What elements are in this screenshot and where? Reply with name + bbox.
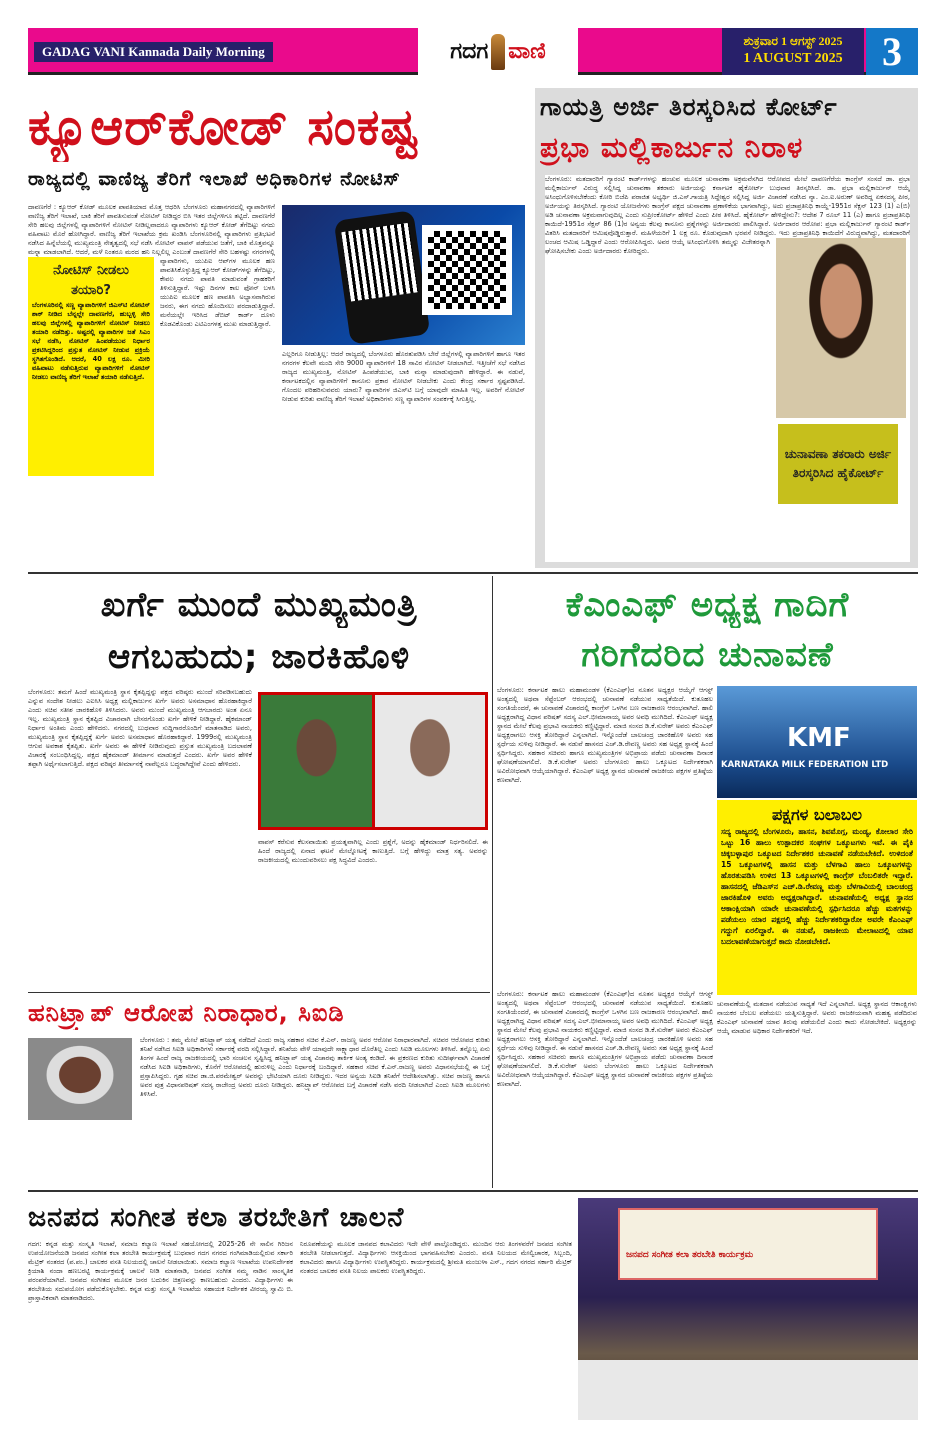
logo-figure-icon	[491, 34, 505, 70]
qr-subheadline: ರಾಜ್ಯದಲ್ಲಿ ವಾಣಿಜ್ಯ ತೆರಿಗೆ ಇಲಾಖೆ ಅಧಿಕಾರಿಗಳ ನೋಟಿಸ್	[28, 168, 401, 190]
paper-name: GADAG VANI Kannada Daily Morning	[34, 42, 273, 62]
kmf-sign-photo	[717, 686, 917, 798]
qr-headline: ಕ್ಯೂಆರ್‌ಕೋಡ್ ಸಂಕಷ್ಟ	[28, 98, 420, 156]
kmf-sidebox	[717, 800, 917, 995]
banner-text: ಜನಪದ ಸಂಗೀತ ಕಲಾ ತರಬೇತಿ ಕಾರ್ಯಕ್ರಮ	[626, 1250, 754, 1260]
kmf-body-lower: ಬೆಂಗಳೂರು: ಕರ್ನಾಟಕ ಹಾಲು ಮಹಾಮಂಡಳ (ಕೆಎಂಎಫ್)ದ ನೂತನ ಅಧ್ಯಕ್ಷರ ಆಯ್ಕೆಗೆ ಆಗಸ್ಟ್ ಅಂತ್ಯದಲ್ಲಿ ಅಥವಾ ಸೆಪ್ಟೆಂಬರ್ ಆರಂಭದಲ್ಲಿ ಚುನಾವಣೆ ನಡೆಯುವ ಸಾಧ್ಯತೆಯಿದೆ. ಕುತೂಹಲ ಸಂಗತಿಯೆಂದರೆ, ಈ ಚುನಾವಣೆ ವಿಚಾರದಲ್ಲಿ ಕಾಂಗ್ರೆಸ್ ಒಳಗಿನ ಬಣ ರಾಜಕಾರಣ ಆರಂಭವಾಗಿದೆ. ಹಾಲಿ ಅಧ್ಯಕ್ಷರಾಗಿದ್ದ ವಿಧಾನ ಪರಿಷತ್ ಸದಸ್ಯ ಎಲ್.ಭೀಮಾನಾಯ್ಕ ಅವರ ಅವಧಿ ಮುಗಿದಿದೆ. ಕೆಎಂಎಫ್ ಅಧ್ಯಕ್ಷ ಸ್ಥಾನದ ಮೇಲೆ ಕೆಲವು ಪ್ರಭಾವಿ ನಾಯಕರು ಕಣ್ಣಿಟ್ಟಿದ್ದಾರೆ. ಮಾಜಿ ಸಂಸದ ಡಿ.ಕೆ.ಸುರೇಶ್ ಅವರು ಕೆಎಂಎಫ್ ಅಧ್ಯಕ್ಷರಾಗಲು ಆಸಕ್ತಿ ತೋರಿದ್ದಾರೆ ಎನ್ನಲಾಗಿದೆ. ಇನ್ನೊಂದೆಡೆ ಬಾಲಚಂದ್ರ ಜಾರಕಿಹೊಳಿ ಅವರು ಸಹ ಸ್ಪರ್ಧೆಯ ಸುಳಿವು ನೀಡಿದ್ದಾರೆ. ಈ ನಡುವೆ ಹಾಸನದ ಎಚ್.ಡಿ.ರೇವಣ್ಣ ಅವರು ಸಹ ಅಧ್ಯಕ್ಷ ಸ್ಥಾನಕ್ಕೆ ಹಿಂದೆ ಸ್ಪರ್ಧಿಸಿದ್ದರು. ಸಹಕಾರ ಸಚಿವರು ಹಾಗೂ ಮುಖ್ಯಮಂತ್ರಿಗಳ ಅಭಿಪ್ರಾಯ ಪಡೆದು ಚುನಾವಣಾ ದಿನಾಂಕ ಘೋಷಣೆಯಾಗಲಿದೆ. ಡಿ.ಕೆ.ಸುರೇಶ್ ಅವರು ಬೆಂಗಳೂರು ಹಾಲು ಒಕ್ಕೂಟದ ನಿರ್ದೇಶಕರಾಗಿ ಅವಿರೋಧವಾಗಿ ಆಯ್ಕೆಯಾಗಿದ್ದಾರೆ. ಕೆಎಂಎಫ್ ಅಧ್ಯಕ್ಷ ಸ್ಥಾನದ ಚುನಾವಣೆ ರಾಜಕೀಯ ಪಕ್ಷಗಳ ಪ್ರತಿಷ್ಠೆಯ ಕಣವಾಗಿದೆ.	[497, 990, 713, 1088]
honeytrap-headline: ಹನಿಟ್ರ್ಯಾಪ್ ಆರೋಪ ನಿರಾಧಾರ, ಸಿಐಡಿ	[28, 999, 345, 1027]
kmf-headline-line1: ಕೆಎಂಎಫ್ ಅಧ್ಯಕ್ಷ ಗಾದಿಗೆ	[565, 585, 850, 625]
date-english: 1 AUGUST 2025	[743, 51, 843, 66]
kmf-sign-text: KMF	[787, 723, 851, 753]
kmf-headline-line2: ಗರಿಗೆದರಿದ ಚುನಾವಣೆ	[581, 635, 834, 675]
court-headline-top: ಗಾಯತ್ರಿ ಅರ್ಜಿ ತಿರಸ್ಕರಿಸಿದ ಕೋರ್ಟ್	[540, 93, 838, 121]
page-number: 3	[866, 28, 918, 75]
kharge-body: ಬೆಂಗಳೂರು: ತಮಗೆ ಹಿಂದೆ ಮುಖ್ಯಮಂತ್ರಿ ಸ್ಥಾನ ಕೈತಪ್ಪಿದ್ದನ್ನು ಪಕ್ಷದ ವರಿಷ್ಠರು ಮುಂದೆ ಸರಿಪಡಿಸಬಹುದು ಎನ್ನುವ ಸಂದೇಶ ನೀಡಲು ಎಐಸಿಸಿ ಅಧ್ಯಕ್ಷ ಮಲ್ಲಿಕಾರ್ಜುನ ಖರ್ಗೆ ಅವರು ಅಸಮಾಧಾನ ಹೊರಹಾಕಿದ್ದಾರೆ ಎಂದು ಸಚಿವ ಸತೀಶ ಜಾರಕಿಹೊಳಿ ತಿಳಿಸಿದರು. ಅವರು ಮುಂದೆ ಮುಖ್ಯಮಂತ್ರಿ ಆಗಬಾರದು ಅಂತ ಏನೂ ಇಲ್ಲ. ಮುಖ್ಯಮಂತ್ರಿ ಸ್ಥಾನ ಕೈತಪ್ಪಿದ ವಿಚಾರವಾಗಿ ಬೇಸರಗೊಂಡು ಖರ್ಗೆ ಹೇಳಿಕೆ ನೀಡಿದ್ದಾರೆ. ಹೈಕಮಾಂಡ್ ನಿರ್ಧಾರ ಅಂತಿಮ ಎಂದು ಹೇಳಿದರು. ನಗರದಲ್ಲಿ ಬುಧವಾರ ಸುದ್ದಿಗಾರರೊಂದಿಗೆ ಮಾತನಾಡಿದ ಅವರು, ಮುಖ್ಯಮಂತ್ರಿ ಸ್ಥಾನ ಕೈತಪ್ಪಿದ್ದಕ್ಕೆ ಖರ್ಗೆ ಅವರು ಅಸಮಾಧಾನ ಹೊರಹಾಕಿದ್ದಾರೆ. 1999ರಲ್ಲಿ ಮುಖ್ಯಮಂತ್ರಿ ಆಗುವ ಅವಕಾಶ ಕೈತಪ್ಪಿತು. ಖರ್ಗೆ ಅವರು ಈ ಹೇಳಿಕೆ ನೀಡಿರುವುದು ಪ್ರಸ್ತುತ ಮುಖ್ಯಮಂತ್ರಿ ಬದಲಾವಣೆ ವಿಚಾರಕ್ಕೆ ಸಂಬಂಧಿಸಿದ್ದಲ್ಲ. ಪಕ್ಷದ ಹೈಕಮಾಂಡ್ ತೀರ್ಮಾನ ಮಾಡುತ್ತದೆ ಎಂದರು. ಖರ್ಗೆ ಅವರ ಹೇಳಿಕೆ ತಪ್ಪಾಗಿ ಅರ್ಥೈಸಲಾಗುತ್ತಿದೆ. ಪಕ್ಷದ ವರಿಷ್ಠರ ತೀರ್ಮಾನಕ್ಕೆ ನಾವೆಲ್ಲರೂ ಬದ್ಧರಾಗಿದ್ದೇವೆ ಎಂದು ಹೇಳಿದರು.	[28, 688, 252, 768]
kmf-body-continued: ಚುನಾವಣೆಯಲ್ಲಿ ಮತದಾನ ನಡೆಯುವ ಸಾಧ್ಯತೆ ಇದೆ ಎನ್ನಲಾಗಿದೆ. ಅಧ್ಯಕ್ಷ ಸ್ಥಾನದ ಆಕಾಂಕ್ಷಿಗಳು ನಾಯಕರ ಬೆಂಬಲ ಪಡೆಯಲು ಯತ್ನಿಸುತ್ತಿದ್ದಾರೆ. ಅವರು ರಾಜಕೀಯವಾಗಿ ಮಹತ್ವ ಪಡೆದಿರುವ ಕೆಎಂಎಫ್ ಚುನಾವಣೆ ಯಾವ ತಿರುವು ಪಡೆಯಲಿದೆ ಎಂದು ಕಾದು ನೋಡಬೇಕಿದೆ. ಅಧ್ಯಕ್ಷರನ್ನು ಆಯ್ಕೆ ಮಾಡುವ ಅಧಿಕಾರ ನಿರ್ದೇಶಕರಿಗೆ ಇದೆ.	[717, 1000, 917, 1035]
court-headline-main: ಪ್ರಭಾ ಮಲ್ಲಿಕಾರ್ಜುನ ನಿರಾಳ	[540, 131, 804, 164]
honeytrap-body: ಬೆಂಗಳೂರು : ತಮ್ಮ ಮೇಲೆ ಹನಿಟ್ರ್ಯಾಪ್ ಯತ್ನ ನಡೆದಿದೆ ಎಂದು ರಾಜ್ಯ ಸಹಕಾರ ಸಚಿವ ಕೆ.ಎನ್. ರಾಜಣ್ಣ ಅವರ ಆರೋಪ ನಿರಾಧಾರವಾಗಿದೆ. ಸಚಿವರ ಆರೋಪದ ಕುರಿತು ತನಿಖೆ ನಡೆಸಿದ ಸಿಐಡಿ ಅಧಿಕಾರಿಗಳು ಸರ್ಕಾರಕ್ಕೆ ವರದಿ ಸಲ್ಲಿಸಿದ್ದಾರೆ. ತನಿಖೆಯ ವೇಳೆ ಯಾವುದೇ ಸಾಕ್ಷ್ಯಾಧಾರ ದೊರೆತಿಲ್ಲ ಎಂದು ಸಿಐಡಿ ಮೂಲಗಳು ತಿಳಿಸಿವೆ. ತನ್ನೊಬ್ಬ ಏನು ತಿಂಗಳ ಹಿಂದೆ ರಾಜ್ಯ ರಾಜಕೀಯದಲ್ಲಿ ಭಾರಿ ಸಂಚಲನ ಸೃಷ್ಟಿಸಿದ್ದ ಹನಿಟ್ರ್ಯಾಪ್ ಯತ್ನ ವಿಚಾರವು ತಾರ್ಕಿಕ ಅಂತ್ಯ ಕಂಡಿದೆ. ಈ ಪ್ರಕರಣದ ಕುರಿತು ಸುದೀರ್ಘವಾಗಿ ವಿಚಾರಣೆ ನಡೆಸಿದ ಸಿಐಡಿ ಅಧಿಕಾರಿಗಳು, ಕೊನೆಗೆ ಆರೋಪದಲ್ಲಿ ಹುರುಳಿಲ್ಲ ಎಂದು ನಿರ್ಧಾರಕ್ಕೆ ಬಂದಿದ್ದಾರೆ. ಸಹಕಾರ ಸಚಿವ ಕೆ.ಎನ್.ರಾಜಣ್ಣ ಅವರು ವಿಧಾನಸಭೆಯಲ್ಲಿ ಈ ಬಗ್ಗೆ ಪ್ರಸ್ತಾಪಿಸಿದ್ದರು. ಗೃಹ ಸಚಿವ ಡಾ.ಜಿ.ಪರಮೇಶ್ವರ್ ಅವರನ್ನು ಭೇಟಿಯಾಗಿ ದೂರು ನೀಡಿದ್ದರು. ಇದರ ಅನ್ವಯ ಸಿಐಡಿ ತನಿಖೆಗೆ ಆದೇಶಿಸಲಾಗಿತ್ತು. ಸಚಿವ ರಾಜಣ್ಣ ಹಾಗೂ ಅವರ ಪುತ್ರ ವಿಧಾನಪರಿಷತ್ ಸದಸ್ಯ ರಾಜೇಂದ್ರ ಅವರು ದೂರು ನೀಡಿದ್ದರು. ಹನಿಟ್ರ್ಯಾಪ್ ಆರೋಪದ ಬಗ್ಗೆ ವಿಚಾರಣೆ ನಡೆಸಿ ವರದಿ ನೀಡಲಾಗಿದೆ ಎಂದು ಸಿಐಡಿ ಮೂಲಗಳು ತಿಳಿಸಿವೆ.	[140, 1036, 490, 1098]
paper-logo	[418, 28, 578, 75]
qr-code-icon	[422, 225, 512, 315]
court-figure	[776, 238, 910, 506]
qr-sidebox-body: ಬೆಂಗಳೂರಿನಲ್ಲಿ ಸಣ್ಣ ವ್ಯಾಪಾರಿಗಳಿಗೆ ಜಿಎಸ್‌ಟಿ ನೋಟಿಸ್ ಶಾಕ್ ನೀಡಿದ ಬೆನ್ನಲ್ಲೇ ದಾವಣಗೆರೆ, ಹುಬ್ಬಳ್ಳಿ ಸೇರಿ ಹಲವು ಜಿಲ್ಲೆಗಳಲ್ಲಿ ವ್ಯಾಪಾರಿಗಳಿಗೆ ನೋಟಿಸ್ ನೀಡಲು ತಯಾರಿ ನಡೆದಿತ್ತು. ಅಷ್ಟರಲ್ಲಿ ವ್ಯಾಪಾರಿಗಳ ಜತೆ ಸಿಎಂ ಸಭೆ ನಡೆಸಿ, ನೋಟಿಸ್ ಹಿಂಪಡೆಯುವ ನಿರ್ಧಾರ ಪ್ರಕಟಿಸಿದ್ದರಿಂದ ಪ್ರಸ್ತುತ ನೋಟಿಸ್ ನೀಡುವ ಪ್ರಕ್ರಿಯೆ ಸ್ಥಗಿತಗೊಂಡಿದೆ. ಆದರೆ, 40 ಲಕ್ಷ ರೂ. ಮೀರಿ ವಹಿವಾಟು ನಡೆಸುತ್ತಿರುವ ವ್ಯಾಪಾರಿಗಳಿಗೆ ನೋಟಿಸ್ ನೀಡಲು ವಾಣಿಜ್ಯ ತೆರಿಗೆ ಇಲಾಖೆ ತಯಾರಿ ನಡೆಸುತ್ತಿದೆ.	[32, 301, 150, 381]
court-article	[545, 175, 910, 562]
kharge-jarkiholi-photo	[258, 692, 488, 830]
folk-event-photo	[578, 1198, 918, 1420]
honeytrap-article	[28, 1036, 490, 1180]
kharge-headline-line1: ಖರ್ಗೆ ಮುಂದೆ ಮುಖ್ಯಮಂತ್ರಿ	[100, 585, 418, 625]
prabha-portrait	[776, 238, 906, 418]
rajanna-portrait	[28, 1038, 132, 1120]
court-body: ಬೆಂಗಳೂರು: ಮತದಾರರಿಗೆ ಗ್ಯಾರಂಟಿ ಕಾರ್ಡ್‌ಗಳನ್ನು ಹಂಚುವ ಮೂಲಕ ಚುನಾವಣಾ ಅಕ್ರಮವೆಸಗಿದ ಆರೋಪದ ಮೇಲೆ ದಾವಣಗೆರೆಯ ಕಾಂಗ್ರೆಸ್ ಸಂಸದೆ ಡಾ. ಪ್ರಭಾ ಮಲ್ಲಿಕಾರ್ಜುನ್ ವಿರುದ್ಧ ಸಲ್ಲಿಸಿದ್ದ ಚುನಾವಣಾ ತಕರಾರು ಅರ್ಜಿಯನ್ನು ಕರ್ನಾಟಕ ಹೈಕೋರ್ಟ್ ಬುಧವಾರ ತಿರಸ್ಕರಿಸಿದೆ. ಡಾ. ಪ್ರಭಾ ಮಲ್ಲಿಕಾರ್ಜುನ್ ಆಯ್ಕೆ ಅಸಿಂಧುಗೊಳಿಸಬೇಕೆಂದು ಕೋರಿ ಬಿಜೆಪಿ ಪರಾಜಿತ ಅಭ್ಯರ್ಥಿ ಜಿ.ಎಸ್.ಗಾಯತ್ರಿ ಸಿದ್ದೇಶ್ವರ ಸಲ್ಲಿಸಿದ್ದ ಅರ್ಜಿ ವಿಚಾರಣೆ ನಡೆಸಿದ ನ್ಯಾ. ಎಂ.ಐ.ಅರುಣ್ ಅವರಿದ್ದ ಏಕಸದಸ್ಯ ಪೀಠ, ಅರ್ಜಿಯನ್ನು ತಿರಸ್ಕರಿಸಿದೆ. ಗ್ಯಾರಂಟಿ ಯೋಜನೆಗಳು ಕಾಂಗ್ರೆಸ್ ಪಕ್ಷದ ಚುನಾವಣಾ ಪ್ರಣಾಳಿಕೆಯ ಭಾಗವಾಗಿದ್ದು, ಅದು ಪ್ರಜಾಪ್ರತಿನಿಧಿ ಕಾಯ್ದೆ-1951ರ ಸೆಕ್ಷನ್ 123 (1) ಎ(ಬಿ) ಅಡಿ ಚುನಾವಣಾ ಅಕ್ರಮವಾಗುವುದಿಲ್ಲ ಎಂದು ಸುಪ್ರೀಂಕೋರ್ಟ್ ಹೇಳಿದೆ ಎಂದು ಪೀಠ ತಿಳಿಸಿದೆ. ಹೈಕೋರ್ಟ್ ಹೇಳಿದ್ದೇನು?: ಆದೇಶ 7 ರೂಲ್ 11 (ಎ) ಹಾಗೂ ಪ್ರಜಾಪ್ರತಿನಿಧಿ ಕಾಯಿದೆ-1951ರ ಸೆಕ್ಷನ್ 86 (1)ರ ಅನ್ವಯ ಕೆಲವು ಕಾನೂನು ಪ್ರಶ್ನೆಗಳನ್ನು ಅರ್ಜಿದಾರರು ಪಾಲಿಸಿದ್ದಾರೆ. ಅರ್ಜಿದಾರರ ಆರೋಪ: ಪ್ರಭಾ ಮಲ್ಲಿಕಾರ್ಜುನ್ ಗ್ಯಾರಂಟಿ ಕಾರ್ಡ್ ವಿತರಿಸಿ ಮತದಾರರಿಗೆ ಆಮಿಷವೊಡ್ಡಿರುತ್ತಾರೆ. ಮಹಿಳೆಯರಿಗೆ 1 ಲಕ್ಷ ರೂ. ಕೊಡುವುದಾಗಿ ಭರವಸೆ ನೀಡಿದ್ದರು. ಇದು ಪ್ರಜಾಪ್ರತಿನಿಧಿ ಕಾಯಿದೆಗೆ ವಿರುದ್ಧವಾಗಿದ್ದು, ಮತದಾರರಿಗೆ ಲಂಚದ ಆಮಿಷ ಒಡ್ಡಿದ್ದಾರೆ ಎಂದು ಆರೋಪಿಸಿದ್ದರು. ಅವರ ಆಯ್ಕೆ ಅಸಿಂಧುಗೊಳಿಸಿ ತಮ್ಮನ್ನು ವಿಜೇತರನ್ನಾಗಿ ಘೋಷಿಸಬೇಕು ಎಂದು ಅರ್ಜಿದಾರರು ಕೋರಿದ್ದರು.	[545, 175, 910, 255]
kmf-body: ಬೆಂಗಳೂರು: ಕರ್ನಾಟಕ ಹಾಲು ಮಹಾಮಂಡಳ (ಕೆಎಂಎಫ್)ದ ನೂತನ ಅಧ್ಯಕ್ಷರ ಆಯ್ಕೆಗೆ ಆಗಸ್ಟ್ ಅಂತ್ಯದಲ್ಲಿ ಅಥವಾ ಸೆಪ್ಟೆಂಬರ್ ಆರಂಭದಲ್ಲಿ ಚುನಾವಣೆ ನಡೆಯುವ ಸಾಧ್ಯತೆಯಿದೆ. ಕುತೂಹಲ ಸಂಗತಿಯೆಂದರೆ, ಈ ಚುನಾವಣೆ ವಿಚಾರದಲ್ಲಿ ಕಾಂಗ್ರೆಸ್ ಒಳಗಿನ ಬಣ ರಾಜಕಾರಣ ಆರಂಭವಾಗಿದೆ. ಹಾಲಿ ಅಧ್ಯಕ್ಷರಾಗಿದ್ದ ವಿಧಾನ ಪರಿಷತ್ ಸದಸ್ಯ ಎಲ್.ಭೀಮಾನಾಯ್ಕ ಅವರ ಅವಧಿ ಮುಗಿದಿದೆ. ಕೆಎಂಎಫ್ ಅಧ್ಯಕ್ಷ ಸ್ಥಾನದ ಮೇಲೆ ಕೆಲವು ಪ್ರಭಾವಿ ನಾಯಕರು ಕಣ್ಣಿಟ್ಟಿದ್ದಾರೆ. ಮಾಜಿ ಸಂಸದ ಡಿ.ಕೆ.ಸುರೇಶ್ ಅವರು ಕೆಎಂಎಫ್ ಅಧ್ಯಕ್ಷರಾಗಲು ಆಸಕ್ತಿ ತೋರಿದ್ದಾರೆ ಎನ್ನಲಾಗಿದೆ. ಇನ್ನೊಂದೆಡೆ ಬಾಲಚಂದ್ರ ಜಾರಕಿಹೊಳಿ ಅವರು ಸಹ ಸ್ಪರ್ಧೆಯ ಸುಳಿವು ನೀಡಿದ್ದಾರೆ. ಈ ನಡುವೆ ಹಾಸನದ ಎಚ್.ಡಿ.ರೇವಣ್ಣ ಅವರು ಸಹ ಅಧ್ಯಕ್ಷ ಸ್ಥಾನಕ್ಕೆ ಹಿಂದೆ ಸ್ಪರ್ಧಿಸಿದ್ದರು. ಸಹಕಾರ ಸಚಿವರು ಹಾಗೂ ಮುಖ್ಯಮಂತ್ರಿಗಳ ಅಭಿಪ್ರಾಯ ಪಡೆದು ಚುನಾವಣಾ ದಿನಾಂಕ ಘೋಷಣೆಯಾಗಲಿದೆ. ಡಿ.ಕೆ.ಸುರೇಶ್ ಅವರು ಬೆಂಗಳೂರು ಹಾಲು ಒಕ್ಕೂಟದ ನಿರ್ದೇಶಕರಾಗಿ ಅವಿರೋಧವಾಗಿ ಆಯ್ಕೆಯಾಗಿದ್ದಾರೆ. ಕೆಎಂಎಫ್ ಅಧ್ಯಕ್ಷ ಸ್ಥಾನದ ಚುನಾವಣೆ ರಾಜಕೀಯ ಪಕ್ಷಗಳ ಪ್ರತಿಷ್ಠೆಯ ಕಣವಾಗಿದೆ.	[497, 686, 713, 784]
folk-body: ಗದಗ: ಕನ್ನಡ ಮತ್ತು ಸಂಸ್ಕೃತಿ ಇಲಾಖೆ, ಸಮಾಜ ಕಲ್ಯಾಣ ಇಲಾಖೆ ಸಹಯೋಗದಲ್ಲಿ 2025-26 ನೇ ಸಾಲಿನ ಗಿರಿಜನ ಉಪಯೋಜನೆಯಡಿ ಜನಪದ ಸಂಗೀತ ಕಲಾ ತರಬೇತಿ ಕಾರ್ಯಕ್ರಮಕ್ಕೆ ಬುಧವಾರ ಗದಗ ನಗರದ ಗಂಗಿಮಾಡಿಯಲ್ಲಿರುವ ಸರ್ಕಾರಿ ಮೆಟ್ರಿಕ್ ನಂತರದ (ಪ.ಪಂ.) ಬಾಲಕರ ವಸತಿ ನಿಲಯದಲ್ಲಿ ಚಾಲನೆ ನೀಡಲಾಯಿತು. ಸಮಾಜ ಕಲ್ಯಾಣ ಇಲಾಖೆಯ ಉಪನಿರ್ದೇಶಕ ಕ್ರಿಯಾಶಿ ನಂದಾ ಹಣಬರಟ್ಟಿ ಕಾರ್ಯಕ್ರಮಕ್ಕೆ ಚಾಲನೆ ನೀಡಿ ಮಾತನಾಡಿ, ಜನಪದ ಸಂಗೀತ ನಮ್ಮ ನಾಡಿನ ಸಾಂಸ್ಕೃತಿಕ ಪರಂಪರೆಯಾಗಿದೆ. ಜನಪದ ಸಂಗೀತದ ಮೂಲಕ ಜನರ ಬದುಕಿನ ಚಿತ್ರಣವನ್ನು ಕಾಣಬಹುದು ಎಂದರು. ವಿದ್ಯಾರ್ಥಿಗಳು ಈ ತರಬೇತಿಯ ಸದುಪಯೋಗ ಪಡೆದುಕೊಳ್ಳಬೇಕು. ಕನ್ನಡ ಮತ್ತು ಸಂಸ್ಕೃತಿ ಇಲಾಖೆಯ ಸಹಾಯಕ ನಿರ್ದೇಶಕ ವೀರಯ್ಯ ಸ್ವಾಮಿ ಬಿ. ಪ್ರಾಸ್ತಾವಿಕವಾಗಿ ಮಾತನಾಡಿದರು.	[28, 1240, 293, 1302]
court-highlight-text: ಚುನಾವಣಾ ತಕರಾರು ಅರ್ಜಿ ತಿರಸ್ಕರಿಸಿದ ಹೈಕೋರ್ಟ್	[784, 447, 892, 480]
kmf-sign-subtext: KARNATAKA MILK FEDERATION LTD	[721, 760, 889, 770]
kharge-headline-line2: ಆಗಬಹುದು; ಜಾರಕಿಹೊಳಿ	[107, 637, 411, 677]
kmf-sidebox-title: ಪಕ್ಷಗಳ ಬಲಾಬಲ	[772, 805, 862, 824]
court-highlight-box	[776, 422, 900, 506]
folk-body-continued: ನಿರೂಪಣೆಯನ್ನು ಮೂಲಕ ಜಾನಪದ ಕಲಾವಿದರು ಇದೇ ವೇಳೆ ಪಾಲ್ಗೊಂಡಿದ್ದರು. ಮುಂದಿನ ಆರು ತಿಂಗಳವರೆಗೆ ಜನಪದ ಸಂಗೀತ ತರಬೇತಿ ನೀಡಲಾಗುತ್ತದೆ. ವಿದ್ಯಾರ್ಥಿಗಳು ಆಸಕ್ತಿಯಿಂದ ಭಾಗವಹಿಸಬೇಕು ಎಂದರು. ವಸತಿ ನಿಲಯದ ಮೇಲ್ವಿಚಾರಕ, ಸಿಬ್ಬಂದಿ, ಕಲಾವಿದರು ಹಾಗೂ ವಿದ್ಯಾರ್ಥಿಗಳು ಉಪಸ್ಥಿತರಿದ್ದರು. ಕಾರ್ಯಕ್ರಮದಲ್ಲಿ ಶ್ರೀಮತಿ ಮಂಜುಳಾ ಎಸ್., ಗದಗ ನಗರದ ಸರ್ಕಾರಿ ಮೆಟ್ರಿಕ್ ನಂತರದ ಬಾಲಕರ ವಸತಿ ನಿಲಯ ಪಾಲಕರು ಉಪಸ್ಥಿತರಿದ್ದರು.	[300, 1240, 572, 1275]
logo-text-left: ಗದಗ	[450, 39, 489, 64]
qr-sidebox	[28, 257, 154, 476]
phone-icon	[334, 210, 431, 345]
event-banner	[618, 1208, 878, 1280]
folk-headline: ಜನಪದ ಸಂಗೀತ ಕಲಾ ತರಬೇತಿಗೆ ಚಾಲನೆ	[28, 1202, 405, 1233]
date-kannada: ಶುಕ್ರವಾರ 1 ಆಗಸ್ಟ್ 2025	[743, 34, 843, 48]
kharge-body-continued: ವಾಪಸ್ ಕರೆಸುವ ಕೆಲಸವಾಯಿತು ಪ್ರಯತ್ನವಾಗಿಲ್ಲ ಎಂದು ಪ್ರಶ್ನೆಗೆ, ಅದನ್ನು ಹೈಕಮಾಂಡ್ ನಿರ್ಧರಿಸಲಿದೆ. ಈ ಹಿಂದೆ ರಾಜ್ಯದಲ್ಲಿ ಏನಾದ ಘಟನೆ ಮೇಲ್ನೋಟಕ್ಕೆ ಕಾಣುತ್ತಿದೆ. ಬಗ್ಗೆ ಹೇಳಿದ್ದು ಮಾತ್ರ ಸತ್ಯ. ಅವರನ್ನು ರಾಜಕೀಯದಲ್ಲಿ ಮುಂದುವರಿಸಲು ಪಕ್ಷ ಸಿದ್ಧವಿದೆ ಎಂದರು.	[258, 838, 488, 864]
divider	[28, 992, 490, 993]
qr-phone-photo	[282, 205, 525, 345]
divider	[28, 1190, 918, 1192]
qr-body-continued: ಎಲ್ಲರಿಗೂ ನೀಡುತ್ತಿಲ್ಲ: ಆದರೆ ರಾಜ್ಯದಲ್ಲಿ ಬೆಂಗಳೂರು ಹೊರತುಪಡಿಸಿ ಬೇರೆ ಜಿಲ್ಲೆಗಳಲ್ಲಿ ವ್ಯಾಪಾರಿಗಳಿಗೆ ಹಾಗೂ ಇತರ ನಗರಗಳ ಕೆಲವೇ ಮಂದಿ ಸೇರಿ 9000 ವ್ಯಾಪಾರಿಗಳಿಗೆ 18 ಸಾವಿರ ನೋಟಿಸ್ ನೀಡಲಾಗಿದೆ. ಇತ್ತೀಚೆಗೆ ಸಭೆ ನಡೆಸಿದ ರಾಜ್ಯದ ಮುಖ್ಯಮಂತ್ರಿ, ನೋಟಿಸ್ ಹಿಂಪಡೆಯುವ, ಬಾಕಿ ಮನ್ನಾ ಮಾಡುವುದಾಗಿ ಹೇಳಿದ್ದಾರೆ. ಈ ನಡುವೆ, ಕರ್ನಾಟಕದಲ್ಲಿನ ವ್ಯಾಪಾರಿಗಳಿಗೆ ಕಾನೂನು ಪ್ರಕಾರ ನೋಟಿಸ್ ನೀಡಬೇಕು ಎಂದು ಕೇಂದ್ರ ಸರ್ಕಾರ ಸ್ಪಷ್ಟಪಡಿಸಿದೆ. ಗೊಂದಲ ಪರಿಹರಿಸುವವರು ಯಾರು? ವ್ಯಾಪಾರಿಗಳ ಜಿಎಸ್‌ಟಿ ಬಗ್ಗೆ ಯಾವುದೇ ಮಾಹಿತಿ ಇಲ್ಲ. ಅವರಿಗೆ ನೋಟಿಸ್ ನೀಡುವ ಕುರಿತು ವಾಣಿಜ್ಯ ತೆರಿಗೆ ಇಲಾಖೆ ಅಧಿಕಾರಿಗಳು ಸಣ್ಣ ವ್ಯಾಪಾರಿಗಳ ಸಂಪರ್ಕಕ್ಕೆ ಸಿಗುತ್ತಿಲ್ಲ.	[282, 350, 525, 403]
masthead	[28, 28, 918, 75]
logo-text-right: ವಾಣಿ	[508, 39, 546, 64]
qr-body: ದಾವಣಗೆರೆ : ಕ್ಯೂಆರ್ ಕೋಡ್ ಮೂಲಕ ಪಾವತಿಯಾದ ಮೊತ್ತ ಆಧರಿಸಿ ಬೆಂಗಳೂರು ಮಹಾನಗರದಲ್ಲಿ ವ್ಯಾಪಾರಿಗಳಿಗೆ ವಾಣಿಜ್ಯ ತೆರಿಗೆ ಇಲಾಖೆ, ಬಾಕಿ ತೆರಿಗೆ ಪಾವತಿಸುವಂತೆ ನೋಟಿಸ್ ನೀಡಿದ್ದರ ಬಿಸಿ ಇತರ ಜಿಲ್ಲೆಗಳಿಗೂ ತಟ್ಟಿದೆ. ದಾವಣಗೆರೆ ಸೇರಿ ಹಲವು ಜಿಲ್ಲೆಗಳಲ್ಲಿ ವ್ಯಾಪಾರಿಗಳಿಗೆ ನೋಟಿಸ್ ನೀಡಿಲ್ಲವಾದರೂ ವ್ಯಾಪಾರಿಗಳು ಕ್ಯೂಆರ್ ಕೋಡ್ ತೆಗೆದಿಟ್ಟು ನಗದು ವಹಿವಾಟು ಮೊರೆ ಹೋಗಿದ್ದಾರೆ. ವಾಣಿಜ್ಯ ತೆರಿಗೆ ಇಲಾಖೆಯ ಕ್ರಮ ಖಂಡಿಸಿ ಬೆಂಗಳೂರಿನಲ್ಲಿ ವ್ಯಾಪಾರಿಗಳು ಪ್ರತಿಭಟನೆ ನಡೆಸಿದ ಹಿನ್ನೆಲೆಯಲ್ಲಿ ಮುಖ್ಯಮಂತ್ರಿ ನೇತೃತ್ವದಲ್ಲಿ ಸಭೆ ನಡೆಸಿ ನೋಟಿಸ್ ವಾಪಸ್ ಪಡೆಯುವ ಜತೆಗೆ, ಬಾಕಿ ಮೊತ್ತವನ್ನೂ ಮನ್ನಾ ಮಾಡಲಾಗಿದೆ. ಆದರೆ, ಮಳೆ ನಿಂತರೂ ಮರದ ಹನಿ ನಿಲ್ಲಲಿಲ್ಲ ಎಂಬಂತೆ ದಾವಣಗೆರೆ ಸೇರಿ ಬಹಳಷ್ಟು ನಗರಗಳಲ್ಲಿ ವ್ಯಾಪಾರಿಗಳು, ಯುಪಿಐ ಆಪ್‌ಗಳ ಮೂಲಕ ಹಣ ಪಾವತಿಸಿಕೊಳ್ಳುತ್ತಿದ್ದ ಕ್ಯೂಆರ್ ಕೋಡ್‌ಗಳನ್ನು ತೆಗೆದಿಟ್ಟು, ಕೇವಲ ನಗದು ಪಾವತಿ ಮಾಡುವಂತೆ ಗ್ರಾಹಕರಿಗೆ ತಿಳಿಸುತ್ತಿದ್ದಾರೆ. ಇಷ್ಟು ದಿನಗಳ ಕಾಲ ಫೋನ್ ಬಳಸಿ ಯುಪಿಐ ಮೂಲಕ ಹಣ ಪಾವತಿಸಿ ಅಭ್ಯಾಸವಾಗಿರುವ ಜನರು, ಈಗ ನಗದು ಹೊಂದಿಸಲು ಪರದಾಡುತ್ತಿದ್ದಾರೆ. ಮನೆಯಲ್ಲೇ ಇರಿಸಿದ ಡೆಬಿಟ್ ಕಾರ್ಡ್ ದೂಳು ಕೊಡವಿಕೊಂಡು ಎಟಿಎಂಗಳತ್ತ ಮುಖ ಮಾಡುತ್ತಿದ್ದಾರೆ.	[28, 203, 275, 328]
qr-article	[28, 203, 275, 554]
issue-date	[722, 28, 864, 75]
kmf-sidebox-body: ಸದ್ಯ ರಾಜ್ಯದಲ್ಲಿ ಬೆಂಗಳೂರು, ಹಾಸನ, ಶಿವಮೊಗ್ಗ, ಮಂಡ್ಯ, ಕೋಲಾರ ಸೇರಿ ಒಟ್ಟು 16 ಹಾಲು ಉತ್ಪಾದಕರ ಸಂಘಗಳ ಒಕ್ಕೂಟಗಳು ಇವೆ. ಈ ಪೈಕಿ ಚಿಕ್ಕಬಳ್ಳಾಪುರ ಒಕ್ಕೂಟದ ನಿರ್ದೇಶಕರ ಚುನಾವಣೆ ನಡೆಯಬೇಕಿದೆ. ಉಳಿದಂತೆ 15 ಒಕ್ಕೂಟಗಳಲ್ಲಿ ಹಾಸನ ಮತ್ತು ಬೆಳಗಾವಿ ಹಾಲು ಒಕ್ಕೂಟಗಳನ್ನು ಹೊರತುಪಡಿಸಿ ಉಳಿದ 13 ಒಕ್ಕೂಟಗಳಲ್ಲಿ ಕಾಂಗ್ರೆಸ್ ಬೆಂಬಲಿತರೇ ಇದ್ದಾರೆ. ಹಾಸನದಲ್ಲಿ ಜೆಡಿಎಸ್‌ನ ಎಚ್.ಡಿ.ರೇವಣ್ಣ ಮತ್ತು ಬೆಳಗಾವಿಯಲ್ಲಿ ಬಾಲಚಂದ್ರ ಜಾರಕಿಹೊಳಿ ಅವರು ಅಧ್ಯಕ್ಷರಾಗಿದ್ದಾರೆ. ಚುನಾವಣೆಯಲ್ಲಿ ಅಧ್ಯಕ್ಷ ಸ್ಥಾನದ ಆಕಾಂಕ್ಷಿಯಾಗಿ ಯಾರೇ ಚುನಾವಣೆಯಲ್ಲಿ ಸ್ಪರ್ಧಿಸಿದರೂ ಹೆಚ್ಚು ಮತಗಳನ್ನು ಪಡೆಯಲು ಯಾರ ಪಕ್ಷದಲ್ಲಿ ಹೆಚ್ಚು ನಿರ್ದೇಶಕರಿದ್ದಾರೋ ಅವರೇ ಕೆಎಂಎಫ್ ಗದ್ದುಗೆ ಏರಲಿದ್ದಾರೆ. ಈ ನಡುವೆ, ರಾಜಕೀಯ ಮೇಲಾಟದಲ್ಲಿ ಯಾವ ಬದಲಾವಣೆಯಾಗುತ್ತದೆ ಕಾದು ನೋಡಬೇಕಿದೆ.	[721, 827, 913, 946]
qr-sidebox-title: ನೋಟಿಸ್ ನೀಡಲು ತಯಾರಿ?	[53, 263, 129, 298]
divider	[492, 576, 493, 1188]
divider	[28, 572, 918, 574]
